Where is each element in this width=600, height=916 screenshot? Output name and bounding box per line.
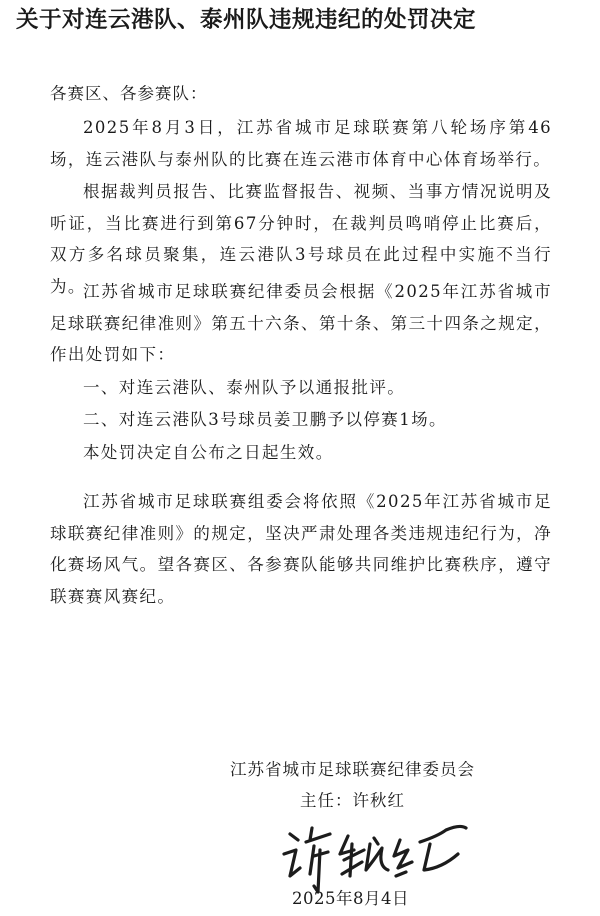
penalty-item-1: 一、对连云港队、泰州队予以通报批评。 <box>83 378 406 397</box>
signoff-date: 2025年8月4日 <box>292 889 409 908</box>
paragraph-closing: 江苏省城市足球联赛组委会将依照《2025年江苏省城市足球联赛纪律准则》的规定，坚决严肃处理各类违规违纪行为，净化赛场风气。望各赛区、各参赛队能够共同维护比赛秩序，遵守联赛赛风赛纪。 <box>50 492 552 606</box>
paragraph-ruling-basis: 江苏省城市足球联赛纪律委员会根据《2025年江苏省城市足球联赛纪律准则》第五十六条、第十条、第三十四条之规定，作出处罚如下： <box>50 282 552 364</box>
issuing-committee: 江苏省城市足球联赛纪律委员会 <box>230 760 475 779</box>
committee-chair: 主任：许秋红 <box>300 791 405 810</box>
document-title: 关于对连云港队、泰州队违规违纪的处罚决定 <box>16 7 477 33</box>
penalty-item-2: 二、对连云港队3号球员姜卫鹏予以停赛1场。 <box>83 410 447 429</box>
salutation: 各赛区、各参赛队： <box>50 84 208 103</box>
paragraph-incident: 根据裁判员报告、比赛监督报告、视频、当事方情况说明及听证，当比赛进行到第67分钟时，在裁判员鸣哨停止比赛后，双方多名球员聚集，连云港队3号球员在此过程中实施不当行为。 <box>50 182 552 296</box>
effective-statement: 本处罚决定自公布之日起生效。 <box>83 443 334 462</box>
paragraph-match-info: 2025年8月3日，江苏省城市足球联赛第八轮场序第46场，连云港队与泰州队的比赛在连云港市体育中心体育场举行。 <box>50 118 552 169</box>
